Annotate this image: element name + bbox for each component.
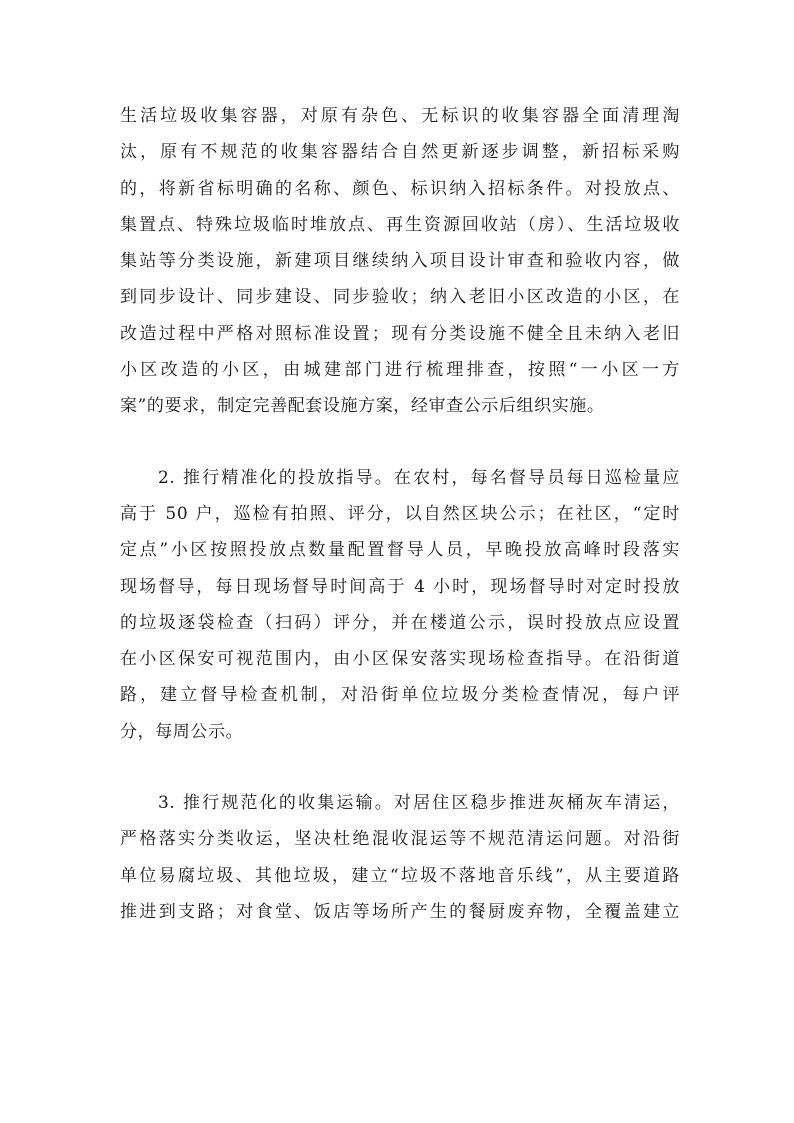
text-line: 集站等分类设施，新建项目继续纳入项目设计审查和验收内容，做: [120, 251, 680, 272]
text-line: 单位易腐垃圾、其他垃圾，建立“垃圾不落地音乐线”，从主要道路: [120, 865, 680, 886]
paragraph-section-3: [120, 785, 680, 930]
text-line: 分，每周公示。: [120, 721, 244, 742]
section-heading-line: 2. 推行精准化的投放指导。在农村，每名督导员每日巡检量应: [158, 467, 680, 488]
text-line: 集置点、特殊垃圾临时堆放点、再生资源回收站（房）、生活垃圾收: [120, 214, 680, 235]
text-line: 改造过程中严格对照标准设置；现有分类设施不健全且未纳入老旧: [120, 323, 680, 344]
text-line: 严格落实分类收运，坚决杜绝混收混运等不规范清运问题。对沿街: [120, 829, 680, 850]
paragraph-gap: [120, 425, 680, 460]
text-line: 定点”小区按照投放点数量配置督导人员，早晚投放高峰时段落实: [120, 540, 680, 561]
paragraph-gap: [120, 750, 680, 785]
text-line: 路，建立督导检查机制，对沿街单位垃圾分类检查情况，每户评: [120, 685, 680, 706]
text-line: 到同步设计、同步建设、同步验收；纳入老旧小区改造的小区，在: [120, 287, 680, 308]
document-body: [120, 98, 680, 930]
paragraph-facilities: [120, 98, 680, 425]
text-line: 在小区保安可视范围内，由小区保安落实现场检查指导。在沿街道: [120, 649, 680, 670]
text-line: 生活垃圾收集容器，对原有杂色、无标识的收集容器全面清理淘: [120, 106, 680, 126]
section-heading-line: 3. 推行规范化的收集运输。对居住区稳步推进灰桶灰车清运，: [158, 793, 680, 814]
text-line: 的垃圾逐袋检查（扫码）评分，并在楼道公示，误时投放点应设置: [120, 612, 680, 633]
text-line: 小区改造的小区，由城建部门进行梳理排查，按照“一小区一方: [120, 360, 680, 381]
text-line: 高于 50 户，巡检有拍照、评分，以自然区块公示；在社区，“定时: [120, 503, 680, 524]
text-line: 汰，原有不规范的收集容器结合自然更新逐步调整，新招标采购: [120, 142, 680, 163]
text-line: 现场督导，每日现场督导时间高于 4 小时，现场督导时对定时投放: [120, 576, 680, 597]
text-line: 案”的要求，制定完善配套设施方案，经审查公示后组织实施。: [120, 396, 605, 417]
paragraph-section-2: [120, 460, 680, 750]
text-line: 的，将新省标明确的名称、颜色、标识纳入招标条件。对投放点、: [120, 178, 680, 199]
text-line: 推进到支路；对食堂、饭店等场所产生的餐厨废弃物，全覆盖建立: [120, 901, 680, 922]
